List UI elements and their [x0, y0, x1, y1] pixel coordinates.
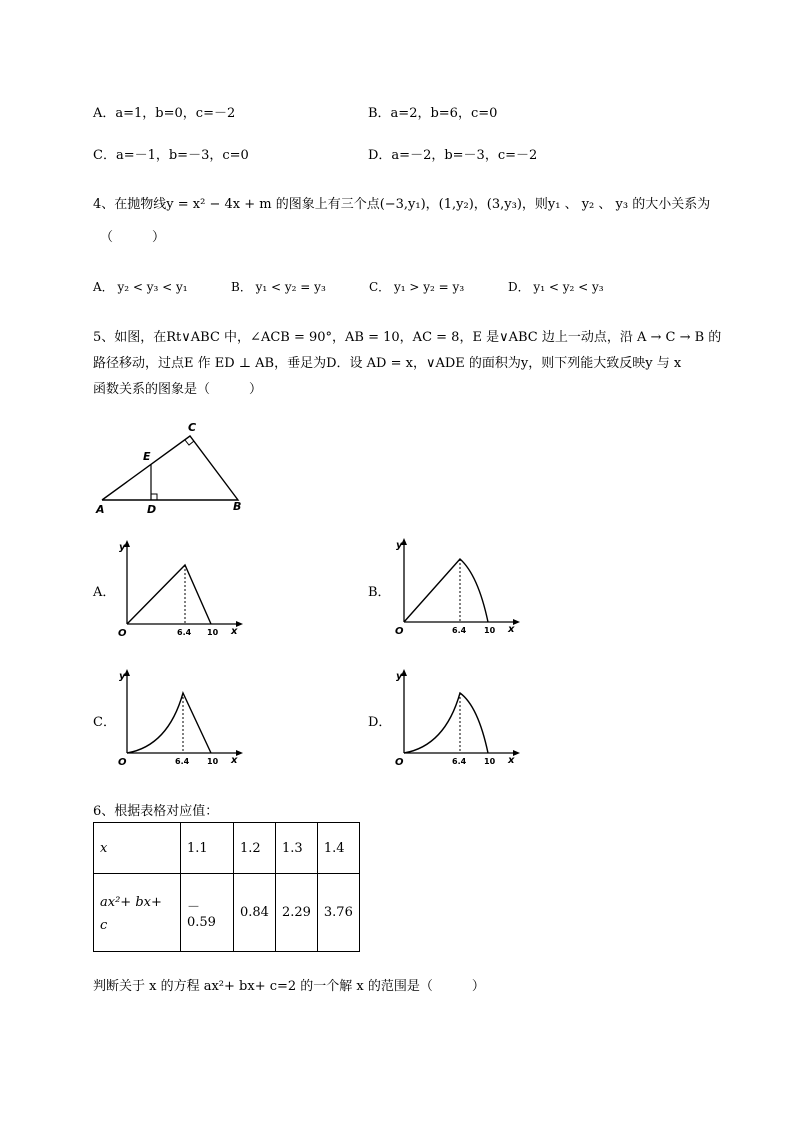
tick-6-4: 6.4 — [452, 626, 467, 635]
y-axis-label: y — [119, 671, 126, 682]
tick-10: 10 — [207, 757, 219, 766]
tick-6-4: 6.4 — [452, 757, 467, 766]
q5-stem-line2: 路径移动，过点E 作 ED ⊥ AB，垂足为D．设 AD = x，∨ADE 的面积为y，则下列能大致反映y 与 x — [93, 356, 682, 371]
table-cell: －0.59 — [181, 874, 234, 952]
table-cell: 3.76 — [317, 874, 359, 952]
label-a: A — [96, 503, 105, 516]
y-axis-label: y — [396, 540, 403, 551]
x-axis-label: x — [508, 755, 515, 766]
label-b: B — [233, 500, 242, 513]
origin-label: O — [395, 626, 404, 637]
q4-option-d: D． y₁ < y₂ < y₃ — [508, 280, 604, 294]
q5-stem-line1: 5、如图，在Rt∨ABC 中，∠ACB = 90°，AB = 10，AC = 8，E 是∨ABC 边上一动点，沿 A → C → B 的 — [93, 330, 722, 345]
origin-label: O — [118, 628, 127, 639]
table-cell: ax²+ bx+ c — [94, 874, 181, 952]
value-table — [93, 822, 360, 952]
tick-10: 10 — [207, 628, 219, 637]
q3-option-a: A．a=1，b=0，c=－2 — [93, 106, 236, 121]
label-e: E — [143, 450, 151, 463]
q5-option-c-label: C． — [93, 715, 116, 730]
x-axis-label: x — [508, 624, 515, 635]
q5-stem-line3: 函数关系的图象是（ ） — [93, 382, 263, 397]
graph-b — [390, 533, 525, 638]
table-cell: 1.1 — [181, 823, 234, 874]
table-cell: x — [94, 823, 181, 874]
y-axis-label: y — [396, 671, 403, 682]
tick-10: 10 — [484, 626, 496, 635]
table-row — [94, 823, 360, 874]
q6-conclusion: 判断关于 x 的方程 ax²+ bx+ c=2 的一个解 x 的范围是（ ） — [93, 979, 485, 994]
table-row — [94, 874, 360, 952]
table-cell: 0.84 — [234, 874, 276, 952]
graph-a — [113, 535, 248, 640]
x-axis-label: x — [231, 755, 238, 766]
q4-stem: 4、在抛物线y = x² − 4x + m 的图象上有三个点(−3,y₁)，(1,y₂)，(3,y₃)，则y₁ 、 y₂ 、 y₃ 的大小关系为 — [93, 197, 711, 212]
q4-option-a: A． y₂ < y₃ < y₁ — [93, 280, 188, 294]
origin-label: O — [395, 757, 404, 768]
tick-10: 10 — [484, 757, 496, 766]
table-cell: 1.4 — [317, 823, 359, 874]
q3-option-c: C．a=－1，b=－3，c=0 — [93, 148, 249, 163]
table-cell: 1.3 — [275, 823, 317, 874]
q5-option-a-label: A． — [93, 585, 116, 600]
origin-label: O — [118, 757, 127, 768]
tick-6-4: 6.4 — [177, 628, 192, 637]
triangle-figure — [92, 418, 252, 518]
label-d: D — [147, 503, 157, 516]
q3-option-d: D．a=－2，b=－3，c=－2 — [368, 148, 538, 163]
tick-6-4: 6.4 — [175, 757, 190, 766]
graph-c — [113, 664, 248, 769]
x-axis-label: x — [231, 626, 238, 637]
table-cell: 2.29 — [275, 874, 317, 952]
q3-option-b: B．a=2，b=6，c=0 — [368, 106, 498, 121]
q5-option-d-label: D． — [368, 715, 392, 730]
q6-intro: 6、根据表格对应值： — [93, 804, 219, 819]
label-c: C — [188, 421, 197, 434]
q5-option-b-label: B． — [368, 585, 391, 600]
q4-option-c: C． y₁ > y₂ = y₃ — [369, 280, 465, 294]
graph-d — [390, 664, 525, 769]
q4-option-b: B． y₁ < y₂ = y₃ — [231, 280, 326, 294]
q4-answer-blank: （ ） — [100, 230, 166, 245]
table-cell: 1.2 — [234, 823, 276, 874]
y-axis-label: y — [119, 542, 126, 553]
